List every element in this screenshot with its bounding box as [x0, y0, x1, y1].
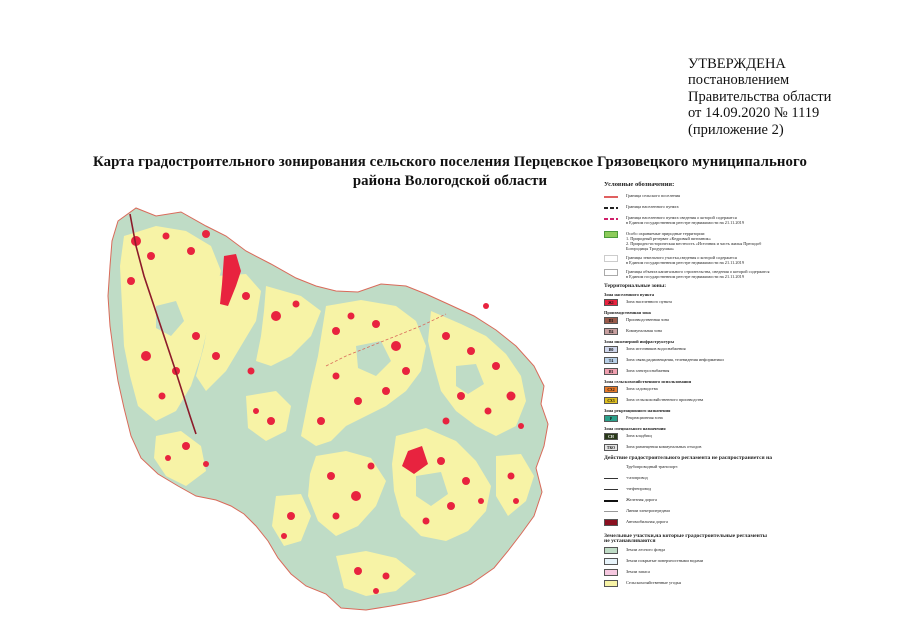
zoning-map[interactable]	[96, 196, 596, 616]
no-regulation-title-line-2: не устанавливаются	[604, 538, 656, 544]
railway-line-icon	[604, 500, 618, 502]
legend-text: Граница сельского поселения	[626, 193, 680, 198]
power-line-icon	[604, 511, 618, 512]
legend-text: Автомобильная дорога	[626, 519, 668, 524]
legend-text: Богородицы Тродурушка»	[626, 246, 674, 251]
zone-label: Зона источников водоснабжения	[626, 346, 686, 351]
highway-swatch-icon	[604, 519, 618, 526]
zone-label: Зона электроснабжения	[626, 368, 670, 373]
locality-boundary-line-icon	[604, 207, 618, 209]
zone-swatch: ТКО	[604, 444, 618, 451]
zone-label: Зона размещения коммунальных отходов	[626, 444, 702, 449]
legend-row-power	[604, 508, 894, 515]
land-label: Сельскохозяйственные угодья	[626, 580, 681, 585]
zone-swatch: И0	[604, 346, 618, 353]
legend-zone-row	[604, 299, 894, 306]
no-regulation-title-line-1: Земельные участки,на которые градостроительные регламенты	[604, 533, 767, 539]
registry-boundary-line-icon	[604, 218, 618, 220]
protected-area-icon	[604, 231, 618, 238]
zone-swatch: П4	[604, 328, 618, 335]
legend-zone-row	[604, 433, 894, 440]
legend-zone-row	[604, 346, 894, 353]
approval-line-5: (приложение 2)	[688, 121, 784, 138]
legend-row-settlement-boundary	[604, 193, 894, 200]
zone-swatch: СН	[604, 433, 618, 440]
zone-label: Производственная зона	[626, 317, 669, 322]
legend-text: Железная дорога	[626, 497, 657, 502]
legend-row-railway	[604, 497, 894, 504]
legend-row-highway	[604, 519, 894, 526]
legend-text: Линии электропередачи	[626, 508, 670, 513]
zone-label: Рекреационная зона	[626, 415, 663, 420]
legend-text: -нефтепровод	[626, 486, 652, 491]
legend-text: Граница населенного пункта	[626, 204, 679, 209]
map-legend	[604, 182, 894, 591]
land-label: Земли лесного фонда	[626, 547, 666, 552]
land-plot-icon	[604, 255, 618, 262]
approval-stamp	[688, 56, 893, 138]
legend-row-oil	[604, 486, 894, 493]
zone-swatch: Т4	[604, 357, 618, 364]
legend-row-locality-boundary	[604, 204, 894, 211]
gas-pipeline-line-icon	[604, 478, 618, 479]
legend-row-protected-area	[604, 231, 894, 251]
land-swatch	[604, 569, 618, 576]
legend-zone-row	[604, 368, 894, 375]
map-title-line-2: района Вологодской области	[352, 173, 548, 189]
legend-zone-row	[604, 328, 894, 335]
legend-land-row	[604, 569, 894, 576]
land-swatch	[604, 580, 618, 587]
land-swatch	[604, 558, 618, 565]
legend-title: Условные обозначения:	[604, 181, 675, 188]
approval-line-3: Правительства области	[688, 88, 832, 105]
zone-swatch: СХ2	[604, 386, 618, 393]
land-label: Земли запаса	[626, 569, 650, 574]
legend-zone-row	[604, 357, 894, 364]
legend-text: Трубопроводный транспорт:	[626, 464, 679, 469]
zone-group-title: Зона инженерной инфраструктуры	[604, 339, 674, 344]
map-title-line-1: Карта градостроительного зонирования сельского поселения Перцевское Грязовецкого муниципального	[93, 154, 807, 170]
legend-zone-row	[604, 386, 894, 393]
legend-text: Границы земельного участка,сведения о которой содержатся	[626, 255, 737, 260]
legend-text: в Едином государственном реестре недвижимости на 21.11.2019	[626, 274, 744, 279]
legend-land-row	[604, 580, 894, 587]
zone-group-title: Зона специального назначения	[604, 426, 666, 431]
zone-swatch: И1	[604, 368, 618, 375]
oil-pipeline-line-icon	[604, 489, 618, 490]
approval-line-4: от 14.09.2020 № 1119	[688, 105, 820, 122]
zone-group-title: Зона сельскохозяйственного использования	[604, 379, 692, 384]
zone-label: Зона садоводства	[626, 386, 658, 391]
zone-label: Зона связи,радиовещания, телевидения информатики	[626, 357, 724, 362]
zone-group-title: Зона населенного пункта	[604, 292, 655, 297]
legend-zone-row	[604, 317, 894, 324]
legend-row-pipeline	[604, 464, 894, 471]
legend-row-gas	[604, 475, 894, 482]
legend-row-construction-object	[604, 269, 894, 279]
zone-label: Коммунальная зона	[626, 328, 662, 333]
legend-text: в Едином государственном реестре недвижимости на 21.11.2019	[626, 260, 744, 265]
legend-zone-row	[604, 444, 894, 451]
zone-group-title: Производственная зона	[604, 310, 651, 315]
approval-line-2: постановлением	[688, 72, 790, 89]
zone-group-title: Зона рекреационного назначения	[604, 408, 671, 413]
zone-label: Зона населенного пункта	[626, 299, 672, 304]
no-regulation-title	[604, 534, 894, 544]
zone-swatch: П1	[604, 317, 618, 324]
not-applied-title: Действие градостроительного регламента не распространяется на	[604, 455, 773, 461]
construction-object-icon	[604, 269, 618, 276]
zone-label: Зона сельскохозяйственного производства	[626, 397, 704, 402]
land-label: Земли покрытые поверхностными водами	[626, 558, 704, 563]
legend-row-land-plot	[604, 255, 894, 265]
zone-label: Зона кладбищ	[626, 433, 652, 438]
legend-zone-row	[604, 397, 894, 404]
land-swatch	[604, 547, 618, 554]
settlement-boundary-line-icon	[604, 196, 618, 198]
legend-row-registry-boundary	[604, 215, 894, 225]
legend-text: 2. Природно-историческая местность «Источник и часть жилья Преподоб	[626, 241, 762, 246]
legend-land-row	[604, 547, 894, 554]
legend-text: Граница населенного пункта сведения о которой содержатся	[626, 215, 737, 220]
zone-swatch: Р	[604, 415, 618, 422]
legend-text: 1. Природный резерват «Кедровый питомник»	[626, 236, 711, 241]
legend-text: Границы объекта капитального строительства, сведения о которой содержатся	[626, 269, 770, 274]
zone-swatch: СХ3	[604, 397, 618, 404]
approval-line-1: УТВЕРЖДЕНА	[688, 56, 786, 72]
legend-land-row	[604, 558, 894, 565]
legend-zone-row	[604, 415, 894, 422]
zone-swatch: Ж1	[604, 299, 618, 306]
legend-text: в Едином государственном реестре недвижимости на 21.11.2019	[626, 220, 744, 225]
legend-text: Особо охраняемые природные территории:	[626, 231, 706, 236]
zones-title: Территориальные зоны:	[604, 283, 667, 289]
legend-text: -газопровод	[626, 475, 648, 480]
